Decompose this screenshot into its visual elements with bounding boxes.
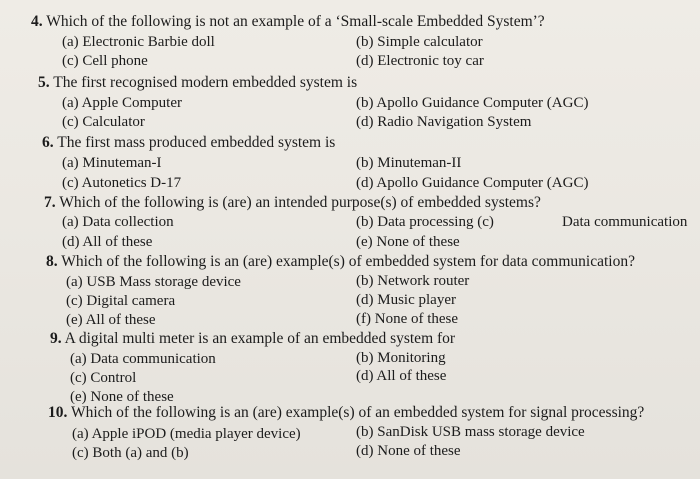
question-10 [48,404,644,422]
option-d: (d) Electronic toy car [356,53,484,69]
option-b: (b) SanDisk USB mass storage device [356,424,585,440]
option-b: (b) Data processing (c) [356,214,494,230]
question-text: Which of the following is an (are) example(s) of embedded system for data communication? [61,253,635,270]
option-d: (d) None of these [356,443,461,459]
option-a: (a) Data communication [70,351,216,367]
option-a: (a) USB Mass storage device [66,274,241,290]
option-f: (f) None of these [356,311,459,327]
option-a: (a) Apple Computer [62,95,182,111]
question-number: 5. [38,74,50,91]
question-4 [31,13,545,31]
question-8 [46,253,635,271]
option-b: (b) Minuteman-II [356,155,462,171]
question-number: 9. [50,330,62,347]
option-c: (c) Digital camera [66,293,176,309]
option-a: (a) Electronic Barbie doll [62,34,215,50]
question-6 [42,134,335,152]
question-5 [38,74,357,92]
question-7 [44,194,541,212]
question-text: Which of the following is an (are) example(s) of an embedded system for signal processing? [70,404,645,421]
option-b: (b) Monitoring [356,350,446,366]
option-e: (e) None of these [356,234,460,250]
option-c: (c) Calculator [62,114,145,130]
option-b: (b) Network router [356,273,470,289]
question-number: 4. [31,13,43,30]
option-a: (a) Data collection [62,214,174,230]
question-number: 7. [44,194,56,211]
option-d: (d) All of these [356,368,447,384]
option-e: (e) None of these [70,389,174,405]
question-text: Which of the following is (are) an intended purpose(s) of embedded systems? [59,194,541,211]
option-d: (d) Radio Navigation System [356,114,532,130]
option-d: (d) Music player [356,292,456,308]
option-e: (e) All of these [66,312,156,328]
option-c: (c) Cell phone [62,53,148,69]
option-c: (c) Autonetics D-17 [62,175,182,191]
question-text: A digital multi meter is an example of an embedded system for [64,330,456,347]
option-d: (d) Apollo Guidance Computer (AGC) [356,175,589,191]
question-text: Which of the following is not an example of a ‘Small-scale Embedded System’? [46,13,545,30]
question-9 [50,330,455,348]
option-d: (d) All of these [62,234,153,250]
question-number: 6. [42,134,54,151]
option-b: (b) Apollo Guidance Computer (AGC) [356,95,589,111]
question-number: 10. [48,404,68,421]
option-a: (a) Minuteman-I [62,155,162,171]
option-b: (b) Simple calculator [356,34,483,50]
option-c-text: Data communication [562,214,688,230]
question-text: The first recognised modern embedded system is [53,74,358,91]
option-c: (c) Control [70,370,137,386]
option-c: (c) Both (a) and (b) [72,445,189,461]
question-text: The first mass produced embedded system is [57,134,336,151]
option-a: (a) Apple iPOD (media player device) [72,426,301,442]
question-number: 8. [46,253,58,270]
